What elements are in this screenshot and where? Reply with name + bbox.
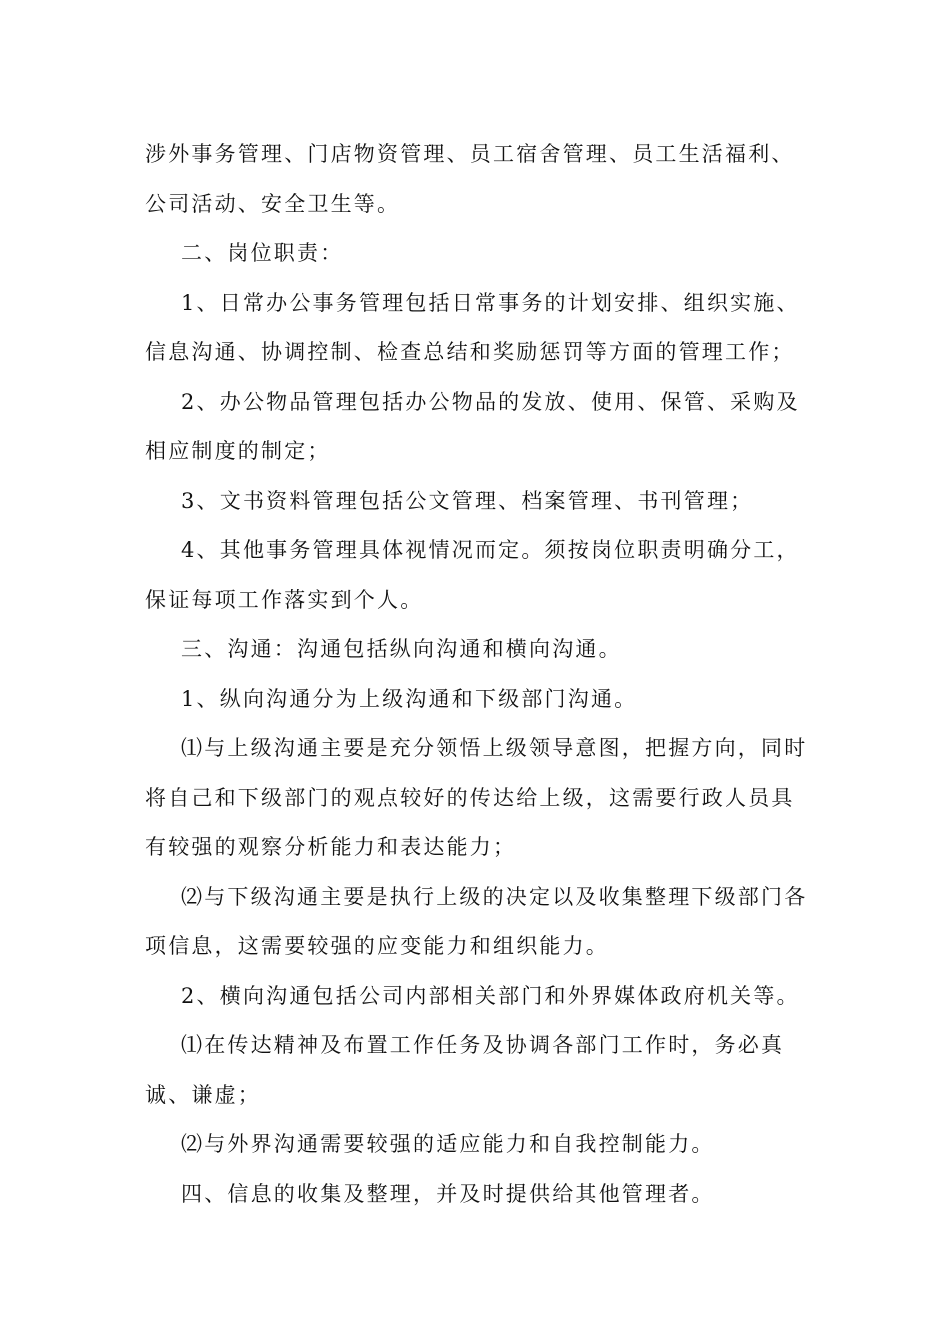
heading-job-duties: 二、岗位职责：: [181, 241, 344, 265]
paragraph-horizontal-communication: 2、横向沟通包括公司内部相关部门和外界媒体政府机关等。: [181, 983, 800, 1008]
document-body: [145, 130, 810, 1219]
paragraph-duty-3: 3、文书资料管理包括公文管理、档案管理、书刊管理；: [181, 488, 754, 513]
paragraph-vertical-communication: 1、纵向沟通分为上级沟通和下级部门沟通。: [181, 686, 638, 711]
paragraph-vertical-item-1: ⑴与上级沟通主要是充分领悟上级领导意图，把握方向，同时将自己和下级部门的观点较好的传达给上级，这需要行政人员具有较强的观察分析能力和表达能力；: [145, 736, 808, 859]
paragraph-scope-continuation: 涉外事务管理、门店物资管理、员工宿舍管理、员工生活福利、公司活动、安全卫生等。: [145, 142, 795, 216]
heading-information: 四、信息的收集及整理，并及时提供给其他管理者。: [181, 1181, 715, 1206]
paragraph-horizontal-item-1: ⑴在传达精神及布置工作任务及协调各部门工作时，务必真诚、谦虚；: [145, 1033, 785, 1107]
paragraph-duty-2: 2、办公物品管理包括办公物品的发放、使用、保管、采购及相应制度的制定；: [145, 389, 800, 463]
paragraph-duty-1: 1、日常办公事务管理包括日常事务的计划安排、组织实施、信息沟通、协调控制、检查总结和奖励惩罚等方面的管理工作；: [145, 290, 800, 364]
paragraph-vertical-item-2: ⑵与下级沟通主要是执行上级的决定以及收集整理下级部门各项信息，这需要较强的应变能力和组织能力。: [145, 884, 808, 958]
paragraph-duty-4: 4、其他事务管理具体视情况而定。须按岗位职责明确分工，保证每项工作落实到个人。: [145, 538, 800, 612]
heading-communication: 三、沟通：沟通包括纵向沟通和横向沟通。: [181, 637, 622, 661]
paragraph-horizontal-item-2: ⑵与外界沟通需要较强的适应能力和自我控制能力。: [181, 1132, 715, 1156]
